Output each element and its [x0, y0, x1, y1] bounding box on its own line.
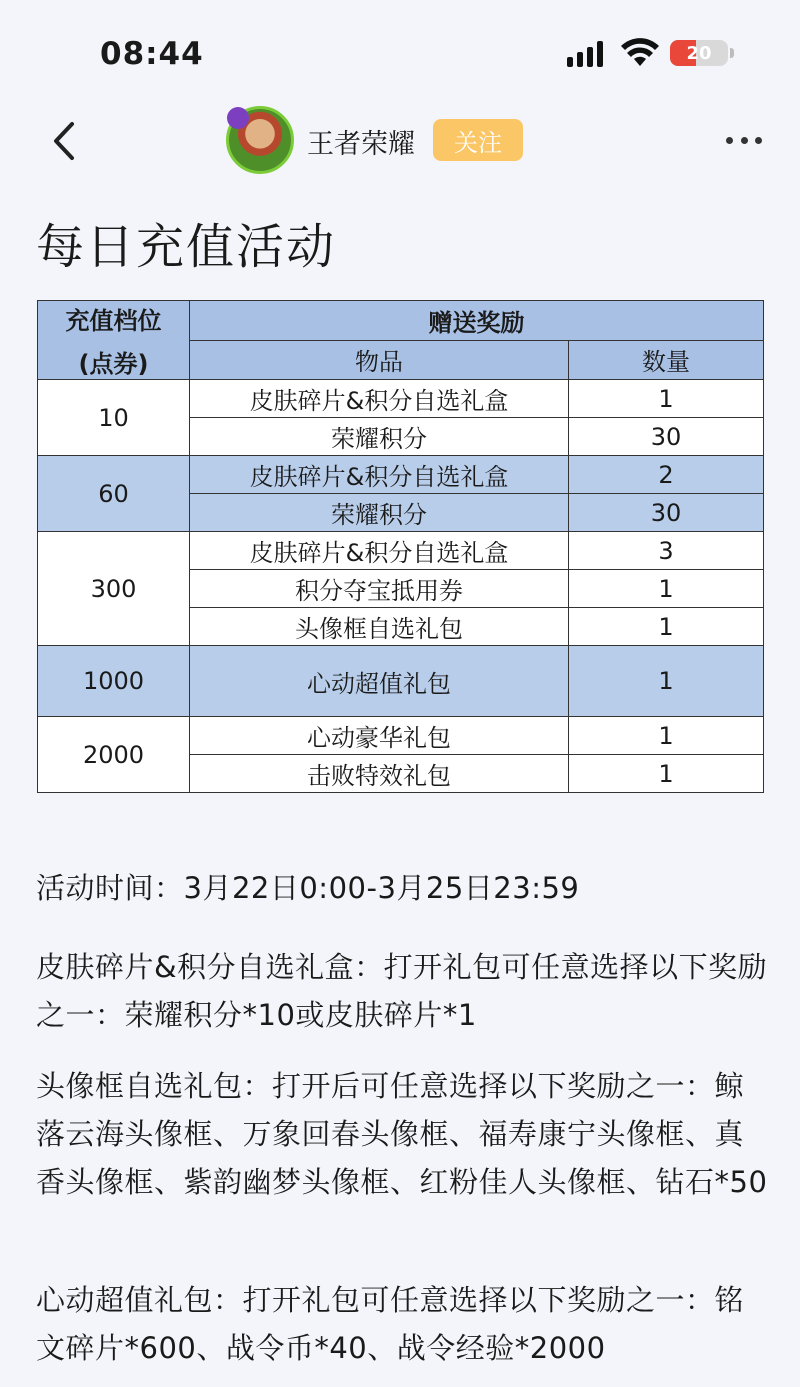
- table-row: [38, 380, 764, 418]
- item-cell: 荣耀积分: [190, 494, 569, 532]
- qty-cell: 3: [569, 532, 764, 570]
- battery-tip: [730, 48, 734, 58]
- qty-cell: 2: [569, 456, 764, 494]
- header-tier: [38, 301, 190, 380]
- item-cell: 积分夺宝抵用券: [190, 570, 569, 608]
- tier-cell: 2000: [38, 717, 190, 793]
- heart-pack-note: 心动超值礼包：打开礼包可任意选择以下奖励之一：铭文碎片*600、战令币*40、战令经验*2000: [36, 1283, 745, 1365]
- item-cell: 心动豪华礼包: [190, 717, 569, 755]
- more-dot: [741, 137, 748, 144]
- tier-cell: 10: [38, 380, 190, 456]
- table-row: [38, 646, 764, 717]
- avatar-badge-icon: [227, 107, 249, 129]
- more-icon[interactable]: [726, 137, 762, 145]
- battery-icon: [670, 40, 728, 66]
- status-time: 08:44: [100, 36, 204, 72]
- item-cell: 皮肤碎片&积分自选礼盒: [190, 532, 569, 570]
- account-name[interactable]: 王者荣耀: [307, 129, 415, 160]
- signal-icon: [566, 40, 610, 68]
- account-avatar[interactable]: [226, 106, 294, 174]
- qty-cell: 1: [569, 608, 764, 646]
- qty-cell: 30: [569, 494, 764, 532]
- avatar-frame-note: 头像框自选礼包：打开后可任意选择以下奖励之一：鲸落云海头像框、万象回春头像框、福寿康宁头像框、真香头像框、紫韵幽梦头像框、红粉佳人头像框、钻石*50: [36, 1069, 768, 1199]
- page-title: 每日充值活动: [36, 219, 337, 275]
- tier-cell: 1000: [38, 646, 190, 717]
- table-row: [38, 532, 764, 570]
- tier-cell: 300: [38, 532, 190, 646]
- item-cell: 皮肤碎片&积分自选礼盒: [190, 380, 569, 418]
- header-rewards: 赠送奖励: [190, 301, 764, 341]
- qty-cell: 1: [569, 717, 764, 755]
- table-row: [38, 717, 764, 755]
- wifi-icon: [621, 38, 659, 68]
- header-tier-label: 充值档位: [65, 307, 162, 335]
- more-dot: [755, 137, 762, 144]
- more-dot: [726, 137, 733, 144]
- item-cell: 皮肤碎片&积分自选礼盒: [190, 456, 569, 494]
- qty-cell: 1: [569, 755, 764, 793]
- item-cell: 击败特效礼包: [190, 755, 569, 793]
- skin-box-note: 皮肤碎片&积分自选礼盒：打开礼包可任意选择以下奖励之一：荣耀积分*10或皮肤碎片*1: [36, 950, 768, 1032]
- battery-level: 20: [686, 42, 712, 64]
- tier-cell: 60: [38, 456, 190, 532]
- item-cell: 头像框自选礼包: [190, 608, 569, 646]
- qty-cell: 1: [569, 570, 764, 608]
- follow-button[interactable]: 关注: [433, 119, 523, 161]
- activity-time-note: 活动时间：3月22日0:00-3月25日23:59: [36, 871, 580, 905]
- qty-cell: 1: [569, 646, 764, 717]
- table-header-row: [38, 301, 764, 341]
- reward-table: [37, 300, 764, 793]
- back-arrow-icon[interactable]: [46, 118, 86, 164]
- header-tier-unit: (点券): [78, 350, 149, 378]
- header-qty: 数量: [569, 340, 764, 380]
- table-row: [38, 456, 764, 494]
- item-cell: 心动超值礼包: [190, 646, 569, 717]
- qty-cell: 1: [569, 380, 764, 418]
- item-cell: 荣耀积分: [190, 418, 569, 456]
- qty-cell: 30: [569, 418, 764, 456]
- status-bar: [0, 0, 800, 100]
- header-item: 物品: [190, 340, 569, 380]
